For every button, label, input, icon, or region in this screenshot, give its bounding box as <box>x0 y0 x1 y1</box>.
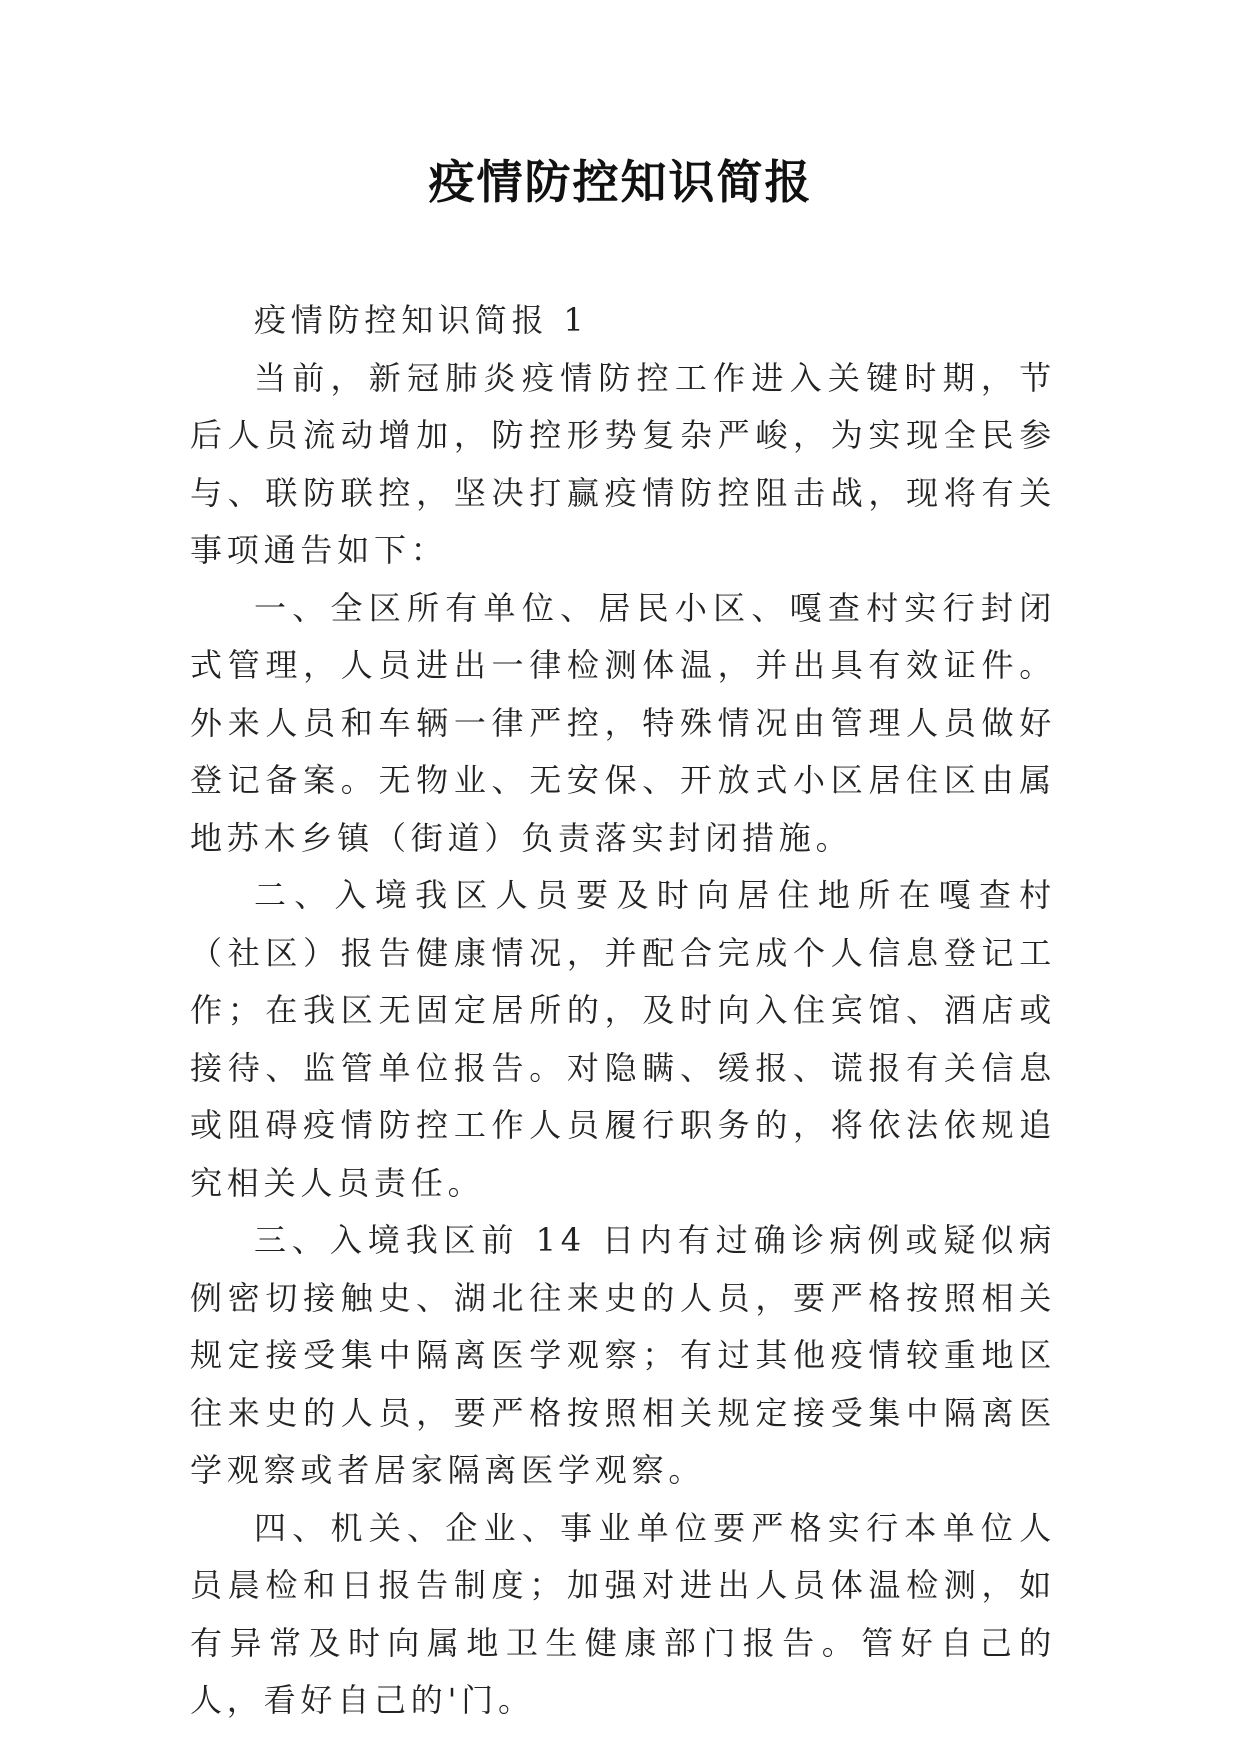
item-three-paragraph: 三、入境我区前 14 日内有过确诊病例或疑似病例密切接触史、湖北往来史的人员，要严格按照相关规定接受集中隔离医学观察；有过其他疫情较重地区往来史的人员，要严格按照相关规定接受集中隔离医学观察或者居家隔离医学观察。 <box>190 1221 1056 1489</box>
intro-paragraph: 当前，新冠肺炎疫情防控工作进入关键时期，节后人员流动增加，防控形势复杂严峻，为实现全民参与、联防联控，坚决打赢疫情防控阻击战，现将有关事项通告如下： <box>190 358 1056 569</box>
item-four-paragraph: 四、机关、企业、事业单位要严格实行本单位人员晨检和日报告制度；加强对进出人员体温检测，如有异常及时向属地卫生健康部门报告。管好自己的人，看好自己的'门。 <box>190 1508 1056 1719</box>
document-title: 疫情防控知识简报 <box>428 155 813 209</box>
item-two-paragraph: 二、入境我区人员要及时向居住地所在嘎查村（社区）报告健康情况，并配合完成个人信息登记工作；在我区无固定居所的，及时向入住宾馆、酒店或接待、监管单位报告。对隐瞒、缓报、谎报有关信息或阻碍疫情防控工作人员履行职务的，将依法依规追究相关人员责任。 <box>190 876 1056 1202</box>
document-body <box>190 292 1056 1730</box>
section-subtitle: 疫情防控知识简报 1 <box>254 301 589 339</box>
item-one-paragraph: 一、全区所有单位、居民小区、嘎查村实行封闭式管理，人员进出一律检测体温，并出具有效证件。外来人员和车辆一律严控，特殊情况由管理人员做好登记备案。无物业、无安保、开放式小区居住区由属地苏木乡镇（街道）负责落实封闭措施。 <box>190 588 1056 857</box>
